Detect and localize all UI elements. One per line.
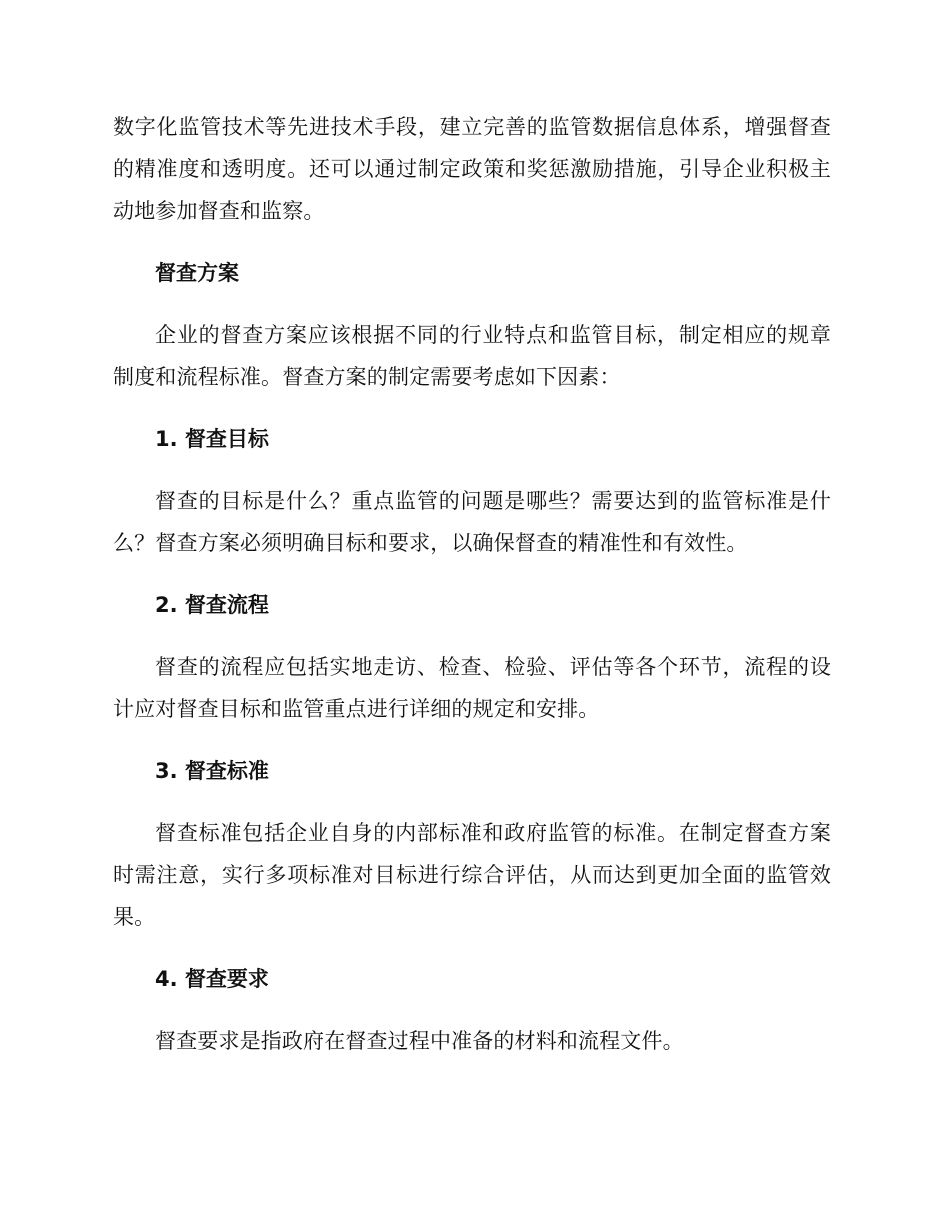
- paragraph-intro-continuation: 数字化监管技术等先进技术手段，建立完善的监管数据信息体系，增强督查的精准度和透明度。还可以通过制定政策和奖惩激励措施，引导企业积极主动地参加督查和监察。: [113, 115, 831, 223]
- heading-inspection-standard: 3. 督查标准: [155, 759, 269, 783]
- heading-inspection-plan: 督查方案: [155, 261, 239, 285]
- paragraph-inspection-standard: 督查标准包括企业自身的内部标准和政府监管的标准。在制定督查方案时需注意，实行多项标准对目标进行综合评估，从而达到更加全面的监管效果。: [113, 821, 831, 929]
- heading-inspection-goal: 1. 督查目标: [155, 427, 269, 451]
- heading-inspection-requirement: 4. 督查要求: [155, 967, 269, 991]
- document-body: [113, 106, 831, 1082]
- paragraph-inspection-requirement: 督查要求是指政府在督查过程中准备的材料和流程文件。: [155, 1029, 684, 1053]
- paragraph-plan-overview: 企业的督查方案应该根据不同的行业特点和监管目标，制定相应的规章制度和流程标准。督查方案的制定需要考虑如下因素：: [113, 323, 831, 389]
- paragraph-inspection-goal: 督查的目标是什么？重点监管的问题是哪些？需要达到的监管标准是什么？督查方案必须明确目标和要求，以确保督查的精准性和有效性。: [113, 489, 831, 555]
- paragraph-inspection-process: 督查的流程应包括实地走访、检查、检验、评估等各个环节，流程的设计应对督查目标和监管重点进行详细的规定和安排。: [113, 655, 831, 721]
- heading-inspection-process: 2. 督查流程: [155, 593, 269, 617]
